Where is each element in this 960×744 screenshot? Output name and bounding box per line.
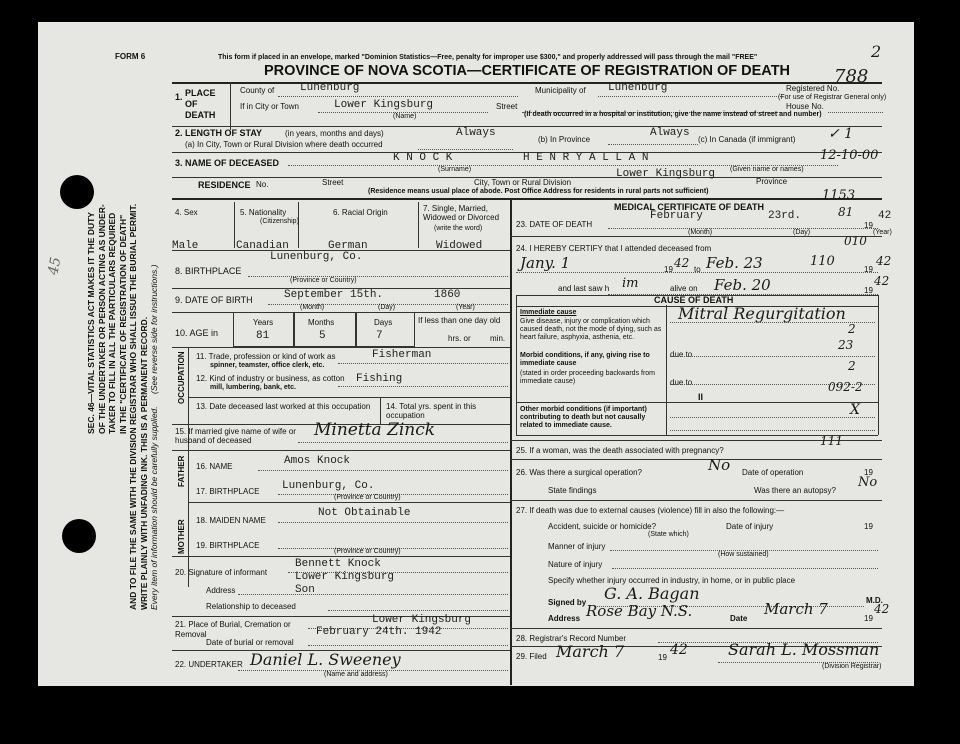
- dob-month-note: (Month): [300, 304, 325, 311]
- side-line-5: AND TO FILE THE SAME WITH THE DIVISION REGISTRAR WHO SHALL ISSUE THE BURIAL PERMIT.: [128, 203, 138, 610]
- attend-from-year: 42: [674, 256, 690, 270]
- cause-heading: CAUSE OF DEATH: [654, 295, 734, 305]
- last-worked-label: 13. Date deceased last worked at this occupation: [196, 402, 371, 411]
- age-years-label: Years: [253, 318, 274, 327]
- nationality-value: Canadian: [236, 240, 289, 252]
- date-of-op-year: 19: [864, 468, 873, 477]
- burial-date: February 24th. 1942: [316, 626, 442, 638]
- age-months-label: Months: [308, 318, 335, 327]
- q27-label: 27. If death was due to external causes (violence) fill in also the following:—: [516, 506, 785, 515]
- deceased-label: NAME OF DECEASED: [185, 158, 280, 168]
- date-of-op-label: Date of operation: [742, 468, 804, 477]
- side-instructions: [86, 204, 160, 622]
- stay-label: LENGTH OF STAY: [185, 128, 263, 138]
- signed-by-label: Signed by: [548, 598, 587, 607]
- hrs-label: hrs. or: [448, 334, 471, 343]
- immediate-note: Give disease, injury or complication which caused death, not the mode of dying, such as heart failure, asphyxia, asthenia, etc.: [520, 318, 662, 341]
- deceased-code: 12-10-00: [820, 148, 879, 163]
- father-birthplace: Lunenburg, Co.: [282, 480, 375, 492]
- relationship-label: Relationship to deceased: [206, 602, 296, 611]
- md-label: M.D.: [866, 596, 883, 605]
- informant-label: 20. Signature of informant: [175, 568, 268, 577]
- sig-date-label: Date: [730, 614, 748, 623]
- informant-name: Bennett Knock: [295, 558, 381, 570]
- stay-b-label: (b) In Province: [538, 135, 591, 144]
- deceased-num: 3.: [175, 158, 183, 168]
- informant-address-label: Address: [206, 586, 236, 595]
- trade-label: 11. Trade, profession or kind of work as: [196, 352, 336, 361]
- filed-year: 42: [670, 642, 688, 658]
- dob-label: 9. DATE OF BIRTH: [175, 295, 253, 305]
- racial-value: German: [328, 240, 368, 252]
- side-line-2: OF THE UNDERTAKER OR PERSON ACTING AS UNDER-: [96, 204, 107, 434]
- medical-heading: MEDICAL CERTIFICATE OF DEATH: [614, 202, 764, 212]
- date-injury-label: Date of injury: [726, 522, 774, 531]
- street-label: Street: [496, 102, 518, 111]
- attend-to-code: 110: [810, 254, 835, 269]
- given-note: (Given name or names): [730, 166, 804, 173]
- q26-label: 26. Was there a surgical operation?: [516, 468, 642, 477]
- residence-no-label: No.: [256, 180, 269, 189]
- last-saw-suffix: im: [622, 276, 639, 291]
- to-label: to: [694, 265, 701, 274]
- age-days-label: Days: [374, 318, 393, 327]
- registered-no-note: (For use of Registrar General only): [778, 94, 887, 101]
- dod-year: 42: [878, 210, 892, 222]
- nationality-note: (Citizenship): [260, 218, 299, 225]
- registrar-note: (Division Registrar): [822, 663, 882, 670]
- place-death-label: PLACE OF DEATH: [185, 88, 216, 120]
- sig-address-label: Address: [548, 614, 581, 623]
- code-23: 23: [838, 338, 854, 352]
- sig-year: 42: [874, 602, 890, 616]
- code-0922: 092-2: [828, 380, 863, 394]
- spouse-label: 15. If married give name of wife or husband of deceased: [175, 427, 296, 445]
- dod-month-note: (Month): [688, 229, 713, 236]
- filed-year-pre: 19: [658, 653, 667, 662]
- stay-a-value: Always: [456, 127, 496, 139]
- industry-label-2: mill, lumbering, bank, etc.: [210, 384, 296, 391]
- alive-year-pre: 19: [864, 286, 873, 295]
- residence-street-label: Street: [322, 178, 344, 187]
- racial-label: 6. Racial Origin: [333, 208, 388, 217]
- due-to-1: due to: [670, 350, 693, 359]
- date-injury-year: 19: [864, 522, 873, 531]
- county-value: Lunenburg: [300, 82, 360, 94]
- municipality-label: Municipality of: [535, 86, 586, 95]
- city-name-note: (Name): [393, 113, 417, 120]
- spouse-value: Minetta Zinck: [314, 420, 436, 440]
- municipality-value: Lunenburg: [608, 82, 668, 94]
- specify-label: Specify whether injury occurred in industry, in home, or in public place: [548, 576, 796, 585]
- accident-label: Accident, suicide or homicide?: [548, 522, 657, 531]
- undertaker-label: 22. UNDERTAKER: [175, 660, 243, 669]
- mother-maiden-label: 18. MAIDEN NAME: [196, 516, 266, 525]
- occupation-vertical-label: OCCUPATION: [177, 351, 186, 404]
- q25-label: 25. If a woman, was the death associated with pregnancy?: [516, 446, 724, 455]
- due-to-2: due to: [670, 378, 693, 387]
- deceased-given: H E N R Y A L L A N: [523, 152, 649, 164]
- father-bp-label: 17. BIRTHPLACE: [196, 487, 260, 496]
- stay-c-label: (c) In Canada (if immigrant): [698, 135, 796, 144]
- age-label: 10. AGE in: [175, 328, 219, 338]
- industry-label: 12. Kind of industry or business, as cotton: [196, 374, 345, 383]
- marital-label: 7. Single, Married, Widowed or Divorced: [423, 204, 500, 222]
- state-which-note: (State which): [648, 531, 689, 538]
- state-findings-label: State findings: [548, 486, 597, 495]
- q28-label: 28. Registrar's Record Number: [516, 634, 627, 643]
- attend-from-year-pre: 19: [664, 265, 673, 274]
- sex-label: 4. Sex: [175, 208, 198, 217]
- age-days: 7: [376, 330, 383, 342]
- father-vertical-label: FATHER: [177, 455, 186, 487]
- less-day-label: If less than one day old: [418, 316, 501, 325]
- filed-label: 29. Filed: [516, 652, 547, 661]
- birthplace-note: (Province or Country): [290, 277, 357, 284]
- side-line-4: IN THE "CERTIFICATE OF REGISTRATION OF DEATH": [117, 214, 128, 434]
- margin-mark: 45: [45, 255, 65, 277]
- min-label: min.: [490, 334, 506, 343]
- residence-note: (Residence means usual place of abode. Post Office Address for residents in rural parts not sufficient): [368, 188, 709, 195]
- residence-city-label: City, Town or Rural Division: [474, 178, 572, 187]
- form-number: FORM 6: [115, 52, 146, 61]
- registrar-signature: Sarah L. Mossman: [728, 640, 880, 659]
- father-name-label: 16. NAME: [196, 462, 233, 471]
- sig-year-pre: 19: [864, 614, 873, 623]
- dob-month: September 15th.: [284, 289, 384, 301]
- certify-label: 24. I HEREBY CERTIFY that I attended deceased from: [516, 244, 712, 253]
- stay-label-note: (in years, months and days): [285, 129, 384, 138]
- death-certificate: [38, 22, 914, 686]
- certificate-title: PROVINCE OF NOVA SCOTIA—CERTIFICATE OF REGISTRATION OF DEATH: [264, 63, 791, 79]
- father-name: Amos Knock: [284, 455, 351, 467]
- filed-date: March 7: [556, 642, 625, 661]
- registered-no-value: 788: [834, 66, 869, 87]
- corner-mark: 2: [871, 42, 882, 61]
- medical-code-top: 1153: [822, 188, 856, 203]
- total-years-label: 14. Total yrs. spent in this occupation: [386, 402, 477, 420]
- deceased-surname: K N O C K: [393, 152, 453, 164]
- street-note: (If death occurred in a hospital or institution, give the name instead of street and number): [524, 111, 822, 118]
- immediate-value: Mitral Regurgitation: [678, 304, 846, 323]
- dod-year-pre: 19: [864, 221, 873, 230]
- burial-place-label: 21. Place of Burial, Cremation or Removal: [175, 620, 291, 639]
- code-2a: 2: [848, 322, 856, 336]
- attend-from: Jany. 1: [520, 254, 571, 272]
- dod-day: 23rd.: [768, 210, 802, 222]
- manner-label: Manner of injury: [548, 542, 606, 551]
- informant-relationship: Son: [295, 584, 315, 596]
- alive-on: Feb. 20: [714, 276, 771, 294]
- sex-value: Male: [172, 240, 199, 252]
- dod-day-note: (Day): [793, 229, 811, 236]
- morbid-label: Morbid conditions, if any, giving rise to immediate cause: [520, 352, 650, 367]
- other-label: Other morbid conditions (if important) contributing to death but not causally related to immediate cause.: [520, 406, 647, 429]
- trade-label-2: spinner, teamster, office clerk, etc.: [210, 362, 325, 369]
- stay-c-mark: ✓ 1: [828, 126, 854, 142]
- how-note: (How sustained): [718, 551, 769, 558]
- attend-to-year-pre: 19: [864, 265, 873, 274]
- age-months: 5: [319, 330, 326, 342]
- burial-date-label: Date of burial or removal: [206, 638, 294, 647]
- dod-label: 23. DATE OF DEATH: [516, 220, 593, 229]
- signer: G. A. Bagan: [604, 584, 700, 603]
- mother-maiden: Not Obtainable: [318, 507, 411, 519]
- attend-to-year: 42: [876, 254, 892, 268]
- sig-address: Rose Bay N.S.: [586, 602, 693, 620]
- last-saw-label: and last saw h: [558, 284, 610, 293]
- informant-address: Lower Kingsburg: [295, 571, 395, 583]
- mother-country-note: (Province or Country): [334, 548, 401, 555]
- county-label: County of: [240, 86, 275, 95]
- birthplace-value: Lunenburg, Co.: [270, 251, 363, 263]
- sig-date: March 7: [764, 600, 828, 618]
- mother-bp-label: 19. BIRTHPLACE: [196, 541, 260, 550]
- q25-code: 111: [820, 434, 843, 448]
- nature-label: Nature of injury: [548, 560, 603, 569]
- dod-month: February: [650, 210, 703, 222]
- marital-value: Widowed: [436, 240, 483, 252]
- age-years: 81: [256, 330, 270, 342]
- surname-note: (Surname): [438, 166, 472, 173]
- industry-value: Fishing: [356, 373, 403, 385]
- nationality-label: 5. Nationality: [240, 208, 287, 217]
- house-no-label: House No.: [786, 102, 824, 111]
- birthplace-label: 8. BIRTHPLACE: [175, 266, 242, 276]
- side-line-7: Every item of information should be carefully supplied.: [149, 406, 159, 610]
- trade-value: Fisherman: [372, 349, 432, 361]
- dob-year-note: (Year): [456, 304, 475, 311]
- attend-to: Feb. 23: [706, 254, 763, 272]
- residence-province-label: Province: [756, 177, 788, 186]
- q26-value: No: [708, 456, 731, 474]
- dod-year-note: (Year): [873, 229, 892, 236]
- stay-a-label: (a) In City, Town or Rural Division where death occurred: [185, 140, 383, 149]
- morbid-note: (stated in order proceeding backwards from immediate cause): [520, 370, 656, 385]
- stay-b-value: Always: [650, 127, 690, 139]
- autopsy-value: No: [858, 475, 878, 490]
- mother-vertical-label: MOTHER: [177, 519, 186, 554]
- undertaker-note: (Name and address): [324, 671, 388, 678]
- residence-city: Lower Kingsburg: [616, 168, 716, 180]
- code-2b: 2: [848, 359, 856, 373]
- side-line-3: TAKER TO FILL IN ALL THE PARTICULARS REQUIRED: [107, 212, 117, 434]
- undertaker-value: Daniel L. Sweeney: [250, 650, 401, 669]
- alive-year: 42: [874, 274, 890, 288]
- mail-notice: This form if placed in an envelope, marked "Dominion Statistics—Free, penalty for improper use $300," and properly addressed will pass through the mail "FREE": [218, 54, 758, 61]
- side-line-6: WRITE PLAINLY WITH UNFADING INK. THIS IS A PERMANENT RECORD.: [138, 316, 149, 610]
- residence-label: RESIDENCE: [198, 180, 251, 190]
- father-country-note: (Province or Country): [334, 494, 401, 501]
- burial-place: Lower Kingsburg: [372, 614, 472, 626]
- immediate-label: Immediate cause: [520, 309, 577, 316]
- alive-label: alive on: [670, 284, 698, 293]
- side-line-8: (See reverse side for instructions.): [149, 264, 159, 394]
- place-death-num: 1.: [175, 92, 183, 102]
- stay-num: 2.: [175, 128, 183, 138]
- dob-year: 1860: [434, 289, 461, 301]
- side-line-1: SEC. 46—VITAL STATISTICS ACT MAKES IT THE DUTY: [86, 212, 96, 434]
- dob-day-note: (Day): [378, 304, 396, 311]
- registered-no-label: Registered No.: [786, 84, 840, 93]
- dod-year-code: 81: [838, 205, 854, 219]
- city-label: If in City or Town: [240, 102, 299, 111]
- city-value: Lower Kingsburg: [334, 99, 434, 111]
- code-010: 010: [844, 234, 867, 248]
- autopsy-label: Was there an autopsy?: [754, 486, 836, 495]
- x-mark: X: [850, 402, 860, 418]
- marital-note: (write the word): [434, 225, 483, 232]
- roman-ii: II: [698, 392, 704, 402]
